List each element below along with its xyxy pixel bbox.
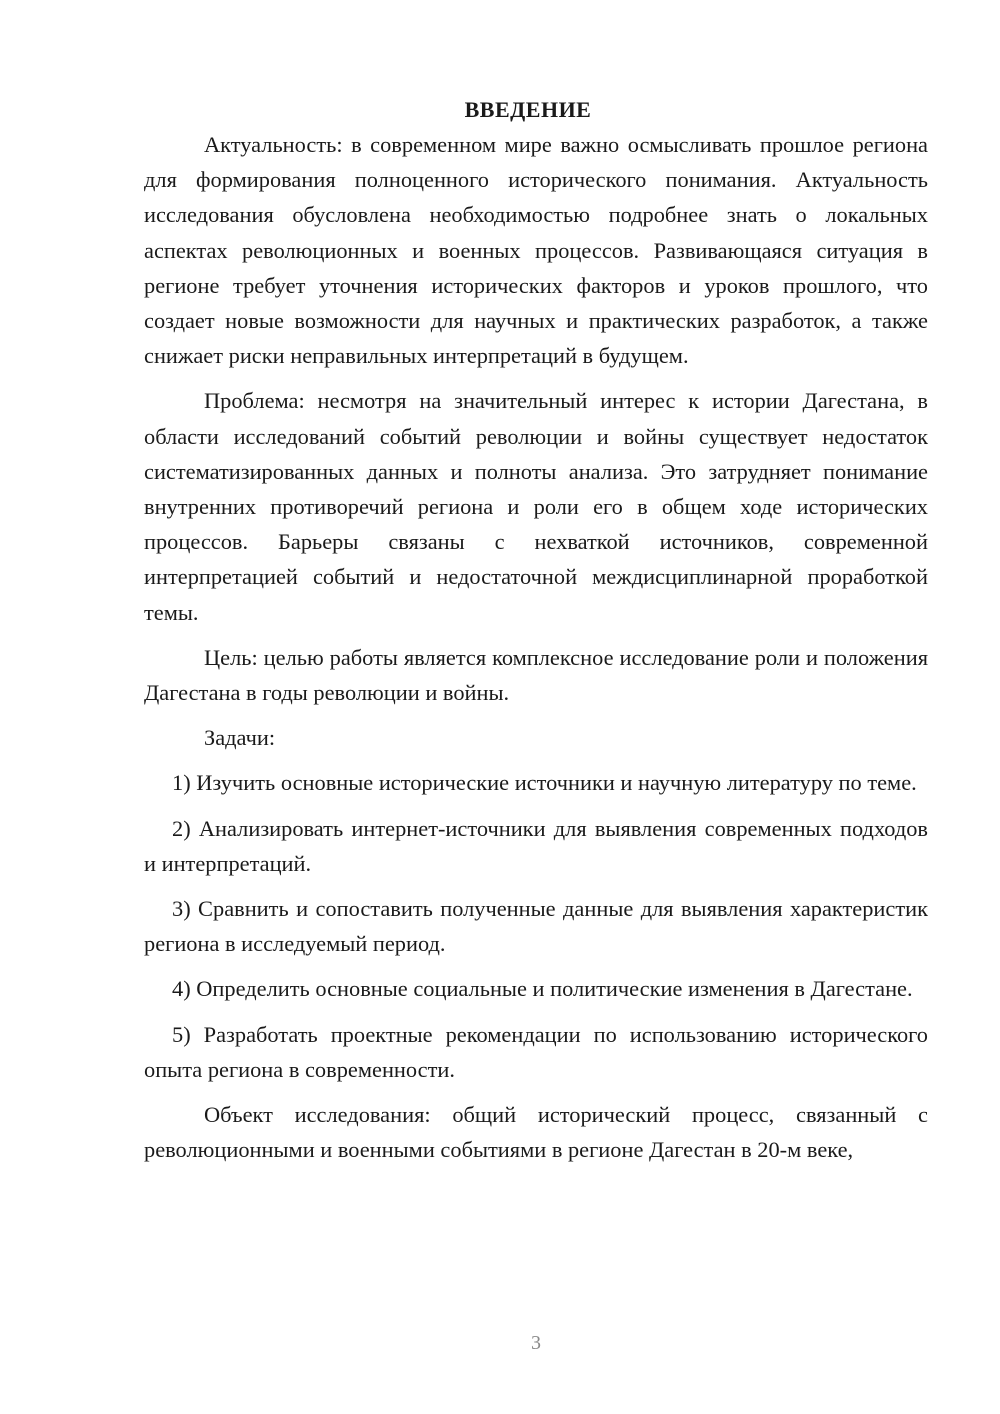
task-item: 4) Определить основные социальные и политические изменения в Дагестане. xyxy=(172,976,913,1002)
task-item: 1) Изучить основные исторические источники и научную литературу по теме. xyxy=(172,770,917,796)
section-heading: ВВЕДЕНИЕ xyxy=(464,97,592,122)
task-item: 3) Сравнить и сопоставить полученные данные для выявления характеристик региона в исследуемый период. xyxy=(144,896,928,957)
problem-paragraph: Проблема: несмотря на значительный интерес к истории Дагестана, в области исследований событий революции и войны существует недостаток систематизированных данных и полноты анализа. Это затрудняет понимание внутренних противоречий региона и роли его в общем ходе исторических процессов. Барьеры связаны с нехваткой источников, современной интерпретацией событий и недостаточной междисциплинарной проработкой темы. xyxy=(144,388,928,625)
document-body xyxy=(144,92,928,1167)
goal-paragraph: Цель: целью работы является комплексное исследование роли и положения Дагестана в годы революции и войны. xyxy=(144,644,928,706)
task-item: 2) Анализировать интернет-источники для выявления современных подходов и интерпретаций. xyxy=(144,815,928,876)
page-number: 3 xyxy=(531,1332,541,1354)
relevance-paragraph: Актуальность: в современном мире важно осмысливать прошлое региона для формирования полноценного исторического понимания. Актуальность исследования обусловлена необходимостью подробнее знать о локальных аспектах революционных и военных процессов. Развивающаяся ситуация в регионе требует уточнения исторических факторов и уроков прошлого, что создает новые возможности для научных и практических разработок, а также снижает риски неправильных интерпретаций в будущем. xyxy=(144,132,928,369)
task-item: 5) Разработать проектные рекомендации по использованию исторического опыта региона в современности. xyxy=(144,1021,928,1082)
object-paragraph: Объект исследования: общий исторический процесс, связанный с революционными и военными событиями в регионе Дагестан в 20-м веке, xyxy=(144,1102,928,1163)
tasks-label: Задачи: xyxy=(204,725,276,751)
